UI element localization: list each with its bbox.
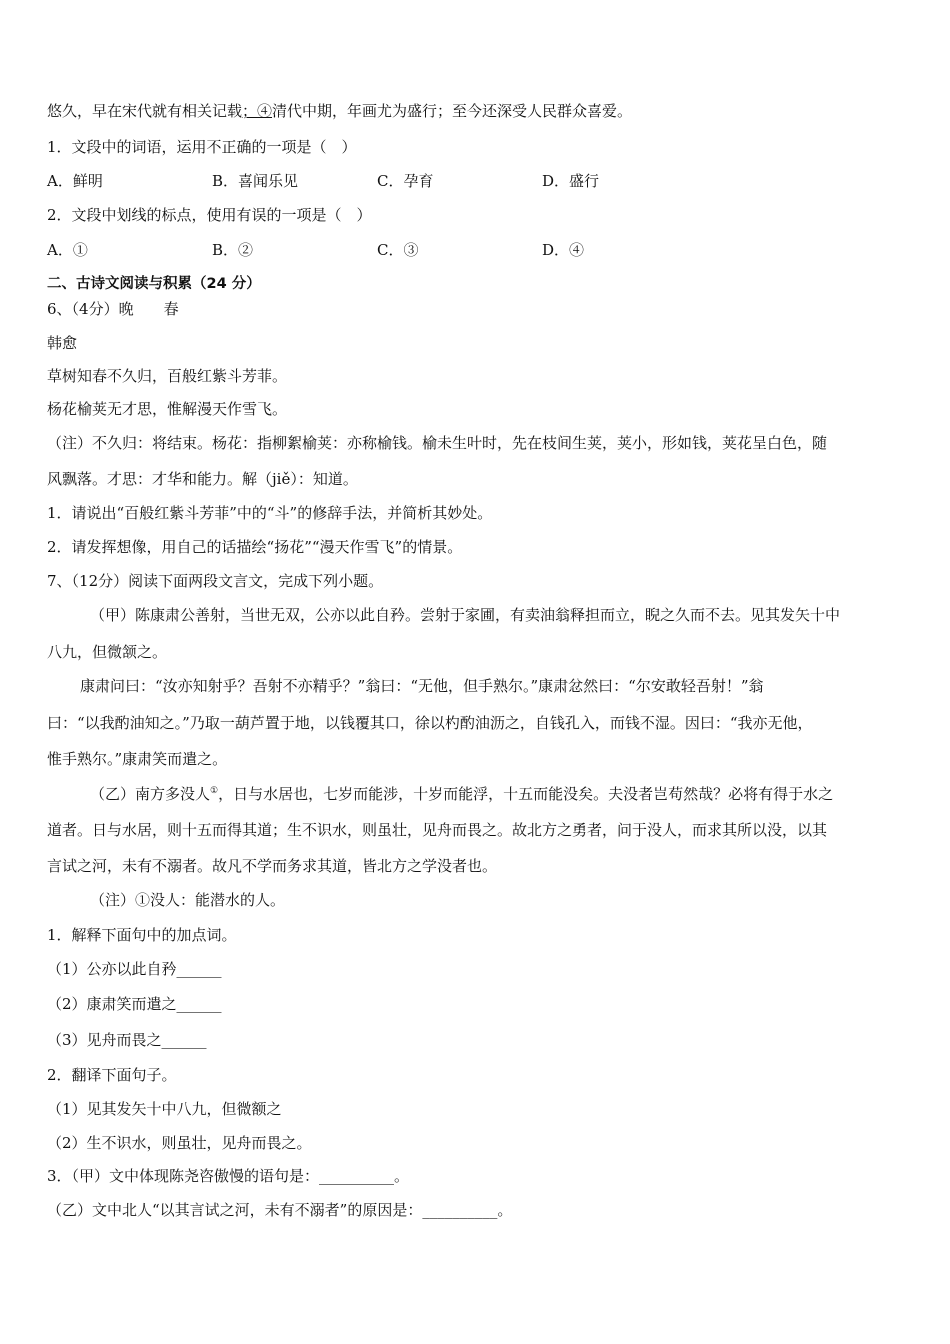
- q7-jia-p2-line-3: 惟手熟尔。”康肃笑而遣之。: [47, 750, 228, 768]
- q7-yi-line-2: 道者。日与水居，则十五而得其道；生不识水，则虽壮，见舟而畏之。故北方之勇者，问于没人，而求其所以没，以其: [47, 821, 828, 839]
- q1-option-d: D．盛行: [542, 172, 600, 190]
- q1-option-a: A．鲜明: [47, 172, 103, 190]
- q6-note-line-1: （注）不久归：将结束。杨花：指柳絮榆荚：亦称榆钱。榆未生叶时，先在枝间生荚，荚小，形如钱，荚花呈白色，随: [47, 434, 828, 452]
- q7-yi-line-1-a: （乙）南方多没人: [90, 785, 211, 803]
- q2-option-b: B．②: [212, 241, 254, 259]
- q6-sub-1: 1．请说出“百般红紫斗芳菲”中的“斗”的修辞手法，并简析其妙处。: [47, 504, 493, 522]
- section-2-title: 二、古诗文阅读与积累（24 分）: [47, 276, 261, 292]
- q2-option-c: C．③: [377, 241, 419, 259]
- q6-author: 韩愈: [47, 334, 78, 352]
- q7-sub-1-2: （2）康肃笑而遣之______: [47, 995, 222, 1013]
- q7-sub-1-3: （3）见舟而畏之______: [47, 1031, 207, 1049]
- q6-poem-line-1: 草树知春不久归，百般红紫斗芳菲。: [47, 367, 288, 385]
- q7-sub-3-yi: （乙）文中北人“以其言试之河，未有不溺者”的原因是：__________。: [47, 1201, 513, 1219]
- q2-option-a: A．①: [47, 241, 88, 259]
- q7-jia-p2-line-2: 曰：“以我酌油知之。”乃取一葫芦置于地，以钱覆其口，徐以杓酌油沥之，自钱孔入，而钱不湿。因曰：“我亦无他，: [47, 714, 813, 732]
- q7-jia-p2-line-1: 康肃问曰：“汝亦知射乎？吾射不亦精乎？”翁曰：“无他，但手熟尔。”康肃忿然曰：“尔安敢轻吾射！”翁: [80, 677, 764, 695]
- q7-sub-2-2: （2）生不识水，则虽壮，见舟而畏之。: [47, 1134, 312, 1152]
- q1-option-b: B．喜闻乐见: [212, 172, 299, 190]
- passage-tail: [47, 101, 910, 121]
- q6-note-line-2: 风飘落。才思：才华和能力。解（jiě）：知道。: [47, 470, 358, 488]
- footnote-marker: ①: [210, 786, 219, 796]
- passage-tail-underlined: ；④: [242, 102, 273, 120]
- q7-yi-line-1: [90, 784, 910, 804]
- q7-sub-2-1: （1）见其发矢十中八九，但微额之: [47, 1100, 282, 1118]
- q7-sub-1-1: （1）公亦以此自矜______: [47, 960, 222, 978]
- q6-sub-2: 2．请发挥想像，用自己的话描绘“扬花”“漫天作雪飞”的情景。: [47, 538, 463, 556]
- passage-tail-c: 清代中期，年画尤为盛行；至今还深受人民群众喜爱。: [272, 102, 633, 120]
- q7-yi-note: （注）①没人：能潜水的人。: [90, 891, 286, 909]
- q7-sub-3: 3．（甲）文中体现陈尧咨傲慢的语句是：__________。: [47, 1167, 410, 1185]
- q7-yi-line-3: 言试之河，未有不溺者。故凡不学而务求其道，皆北方之学没者也。: [47, 857, 498, 875]
- q7-yi-line-1-b: ，日与水居也，七岁而能涉，十岁而能浮，十五而能没矣。夫没者岂苟然哉？必将有得于水之: [218, 785, 834, 803]
- q2-stem: 2．文段中划线的标点，使用有误的一项是（ ）: [47, 206, 372, 224]
- q7-sub-1: 1．解释下面句中的加点词。: [47, 926, 237, 944]
- q2-option-d: D．④: [542, 241, 585, 259]
- q1-stem: 1．文段中的词语，运用不正确的一项是（ ）: [47, 138, 357, 156]
- q7-jia-p1-line-2: 八九，但微颔之。: [47, 643, 168, 661]
- q6-poem-line-2: 杨花榆荚无才思，惟解漫天作雪飞。: [47, 400, 288, 418]
- q6-title: 6、（4分）晚 春: [47, 300, 179, 318]
- q7-title: 7、（12分）阅读下面两段文言文，完成下列小题。: [47, 572, 384, 590]
- passage-tail-a: 悠久，早在宋代就有相关记载: [47, 102, 243, 120]
- q1-option-c: C．孕育: [377, 172, 434, 190]
- q7-jia-p1-line-1: （甲）陈康肃公善射，当世无双，公亦以此自矜。尝射于家圃，有卖油翁释担而立，睨之久而不去。见其发矢十中: [90, 606, 841, 624]
- q7-sub-2: 2．翻译下面句子。: [47, 1066, 177, 1084]
